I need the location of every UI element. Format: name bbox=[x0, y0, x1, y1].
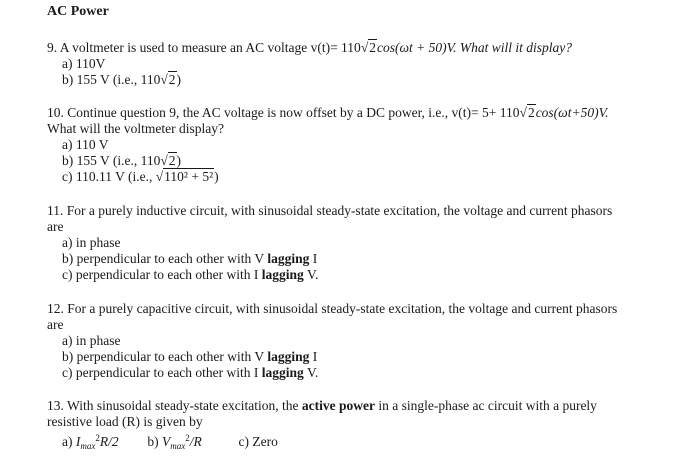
q9-option-b-close: ) bbox=[176, 72, 182, 87]
q10-line1-tail: cos(ωt+50)V. bbox=[535, 105, 609, 120]
q11-option-c-emphasis: lagging bbox=[261, 267, 304, 282]
q12-option-b bbox=[62, 349, 317, 365]
q11-option-b bbox=[62, 251, 317, 267]
q12-option-b-emphasis: lagging bbox=[267, 349, 310, 364]
question-13-line2: resistive load (R) is given by bbox=[47, 414, 203, 429]
sqrt-symbol: √2 bbox=[160, 153, 176, 168]
q13-option-a-var: I bbox=[75, 434, 81, 449]
question-12-line2: are bbox=[47, 317, 64, 332]
q9-stem-text: 9. A voltmeter is used to measure an AC voltage v(t)= 110 bbox=[47, 40, 361, 55]
q13-option-b-var: V bbox=[162, 434, 171, 449]
q10-option-c-text: c) 110.11 V (i.e., bbox=[62, 169, 153, 184]
q9-radicand: 2 bbox=[369, 40, 376, 55]
q12-option-c-emphasis: lagging bbox=[261, 365, 304, 380]
question-11-line1: 11. For a purely inductive circuit, with sinusoidal steady-state excitation, the voltage and current phasors bbox=[47, 203, 613, 218]
q12-option-a: a) in phase bbox=[62, 333, 121, 348]
q10-option-c bbox=[62, 169, 219, 185]
q9-option-b bbox=[62, 72, 181, 88]
q13-option-a-sub: max bbox=[80, 441, 96, 451]
q10-radicand: 2 bbox=[527, 105, 535, 120]
q13-option-b-label: b) bbox=[147, 434, 159, 449]
q11-option-c-text: c) perpendicular to each other with I bbox=[62, 267, 259, 282]
question-10-line2: What will the voltmeter display? bbox=[47, 121, 224, 136]
q12-option-c-tail: V. bbox=[306, 365, 319, 380]
q10-option-a: a) 110 V bbox=[62, 137, 109, 152]
q13-option-b-rest: /R bbox=[189, 434, 202, 449]
q9-stem-tail: cos(ωt + 50)V. What will it display? bbox=[376, 40, 572, 55]
q11-option-c-tail: V. bbox=[306, 267, 319, 282]
q13-option-c: c) Zero bbox=[238, 434, 278, 449]
page-title: AC Power bbox=[47, 4, 109, 19]
q11-option-b-tail: I bbox=[312, 251, 318, 266]
q10-line1-text: 10. Continue question 9, the AC voltage is now offset by a DC power, i.e., v(t)= 5+ 110 bbox=[47, 105, 520, 120]
q13-option-b-sup: 2 bbox=[185, 433, 190, 443]
sqrt-symbol: √2 bbox=[519, 105, 535, 120]
question-10-line1 bbox=[47, 105, 608, 121]
sqrt-symbol: √2 bbox=[360, 40, 376, 55]
sqrt-symbol: √110² + 5² bbox=[155, 169, 214, 184]
q13-line1-text: 13. With sinusoidal steady-state excitation, the bbox=[47, 398, 299, 413]
q13-option-a-rest: R/2 bbox=[99, 434, 119, 449]
q10-option-b-text: b) 155 V (i.e., 110 bbox=[62, 153, 161, 168]
question-13-line1 bbox=[47, 398, 597, 414]
q13-option-a bbox=[62, 434, 119, 449]
q12-option-b-text: b) perpendicular to each other with V bbox=[62, 349, 264, 364]
q11-option-c bbox=[62, 267, 318, 283]
q10-option-b-close: ) bbox=[176, 153, 182, 168]
q9-option-a: a) 110V bbox=[62, 56, 106, 71]
q13-line1-emphasis: active power bbox=[301, 398, 376, 413]
q11-option-a: a) in phase bbox=[62, 235, 121, 250]
q9-option-b-radicand: 2 bbox=[168, 72, 176, 87]
q11-option-b-text: b) perpendicular to each other with V bbox=[62, 251, 264, 266]
sqrt-symbol: √2 bbox=[160, 72, 176, 87]
q13-option-b-sub: max bbox=[170, 441, 186, 451]
q10-option-c-radicand: 110² + 5² bbox=[164, 169, 214, 184]
q13-option-a-sup: 2 bbox=[95, 433, 100, 443]
q10-option-b-radicand: 2 bbox=[168, 153, 176, 168]
q12-option-c bbox=[62, 365, 318, 381]
q13-option-a-label: a) bbox=[62, 434, 73, 449]
q13-option-b bbox=[147, 434, 201, 449]
q9-option-b-text: b) 155 V (i.e., 110 bbox=[62, 72, 161, 87]
question-11-line2: are bbox=[47, 219, 64, 234]
q11-option-b-emphasis: lagging bbox=[267, 251, 310, 266]
question-9-stem bbox=[47, 40, 572, 56]
question-12-line1: 12. For a purely capacitive circuit, with sinusoidal steady-state excitation, the voltage and current phasors bbox=[47, 301, 618, 316]
q10-option-b bbox=[62, 153, 181, 169]
q12-option-b-tail: I bbox=[312, 349, 318, 364]
q10-option-c-close: ) bbox=[214, 169, 219, 184]
q13-line1-tail: in a single-phase ac circuit with a purely bbox=[378, 398, 597, 413]
q12-option-c-text: c) perpendicular to each other with I bbox=[62, 365, 259, 380]
q13-options bbox=[62, 430, 278, 454]
